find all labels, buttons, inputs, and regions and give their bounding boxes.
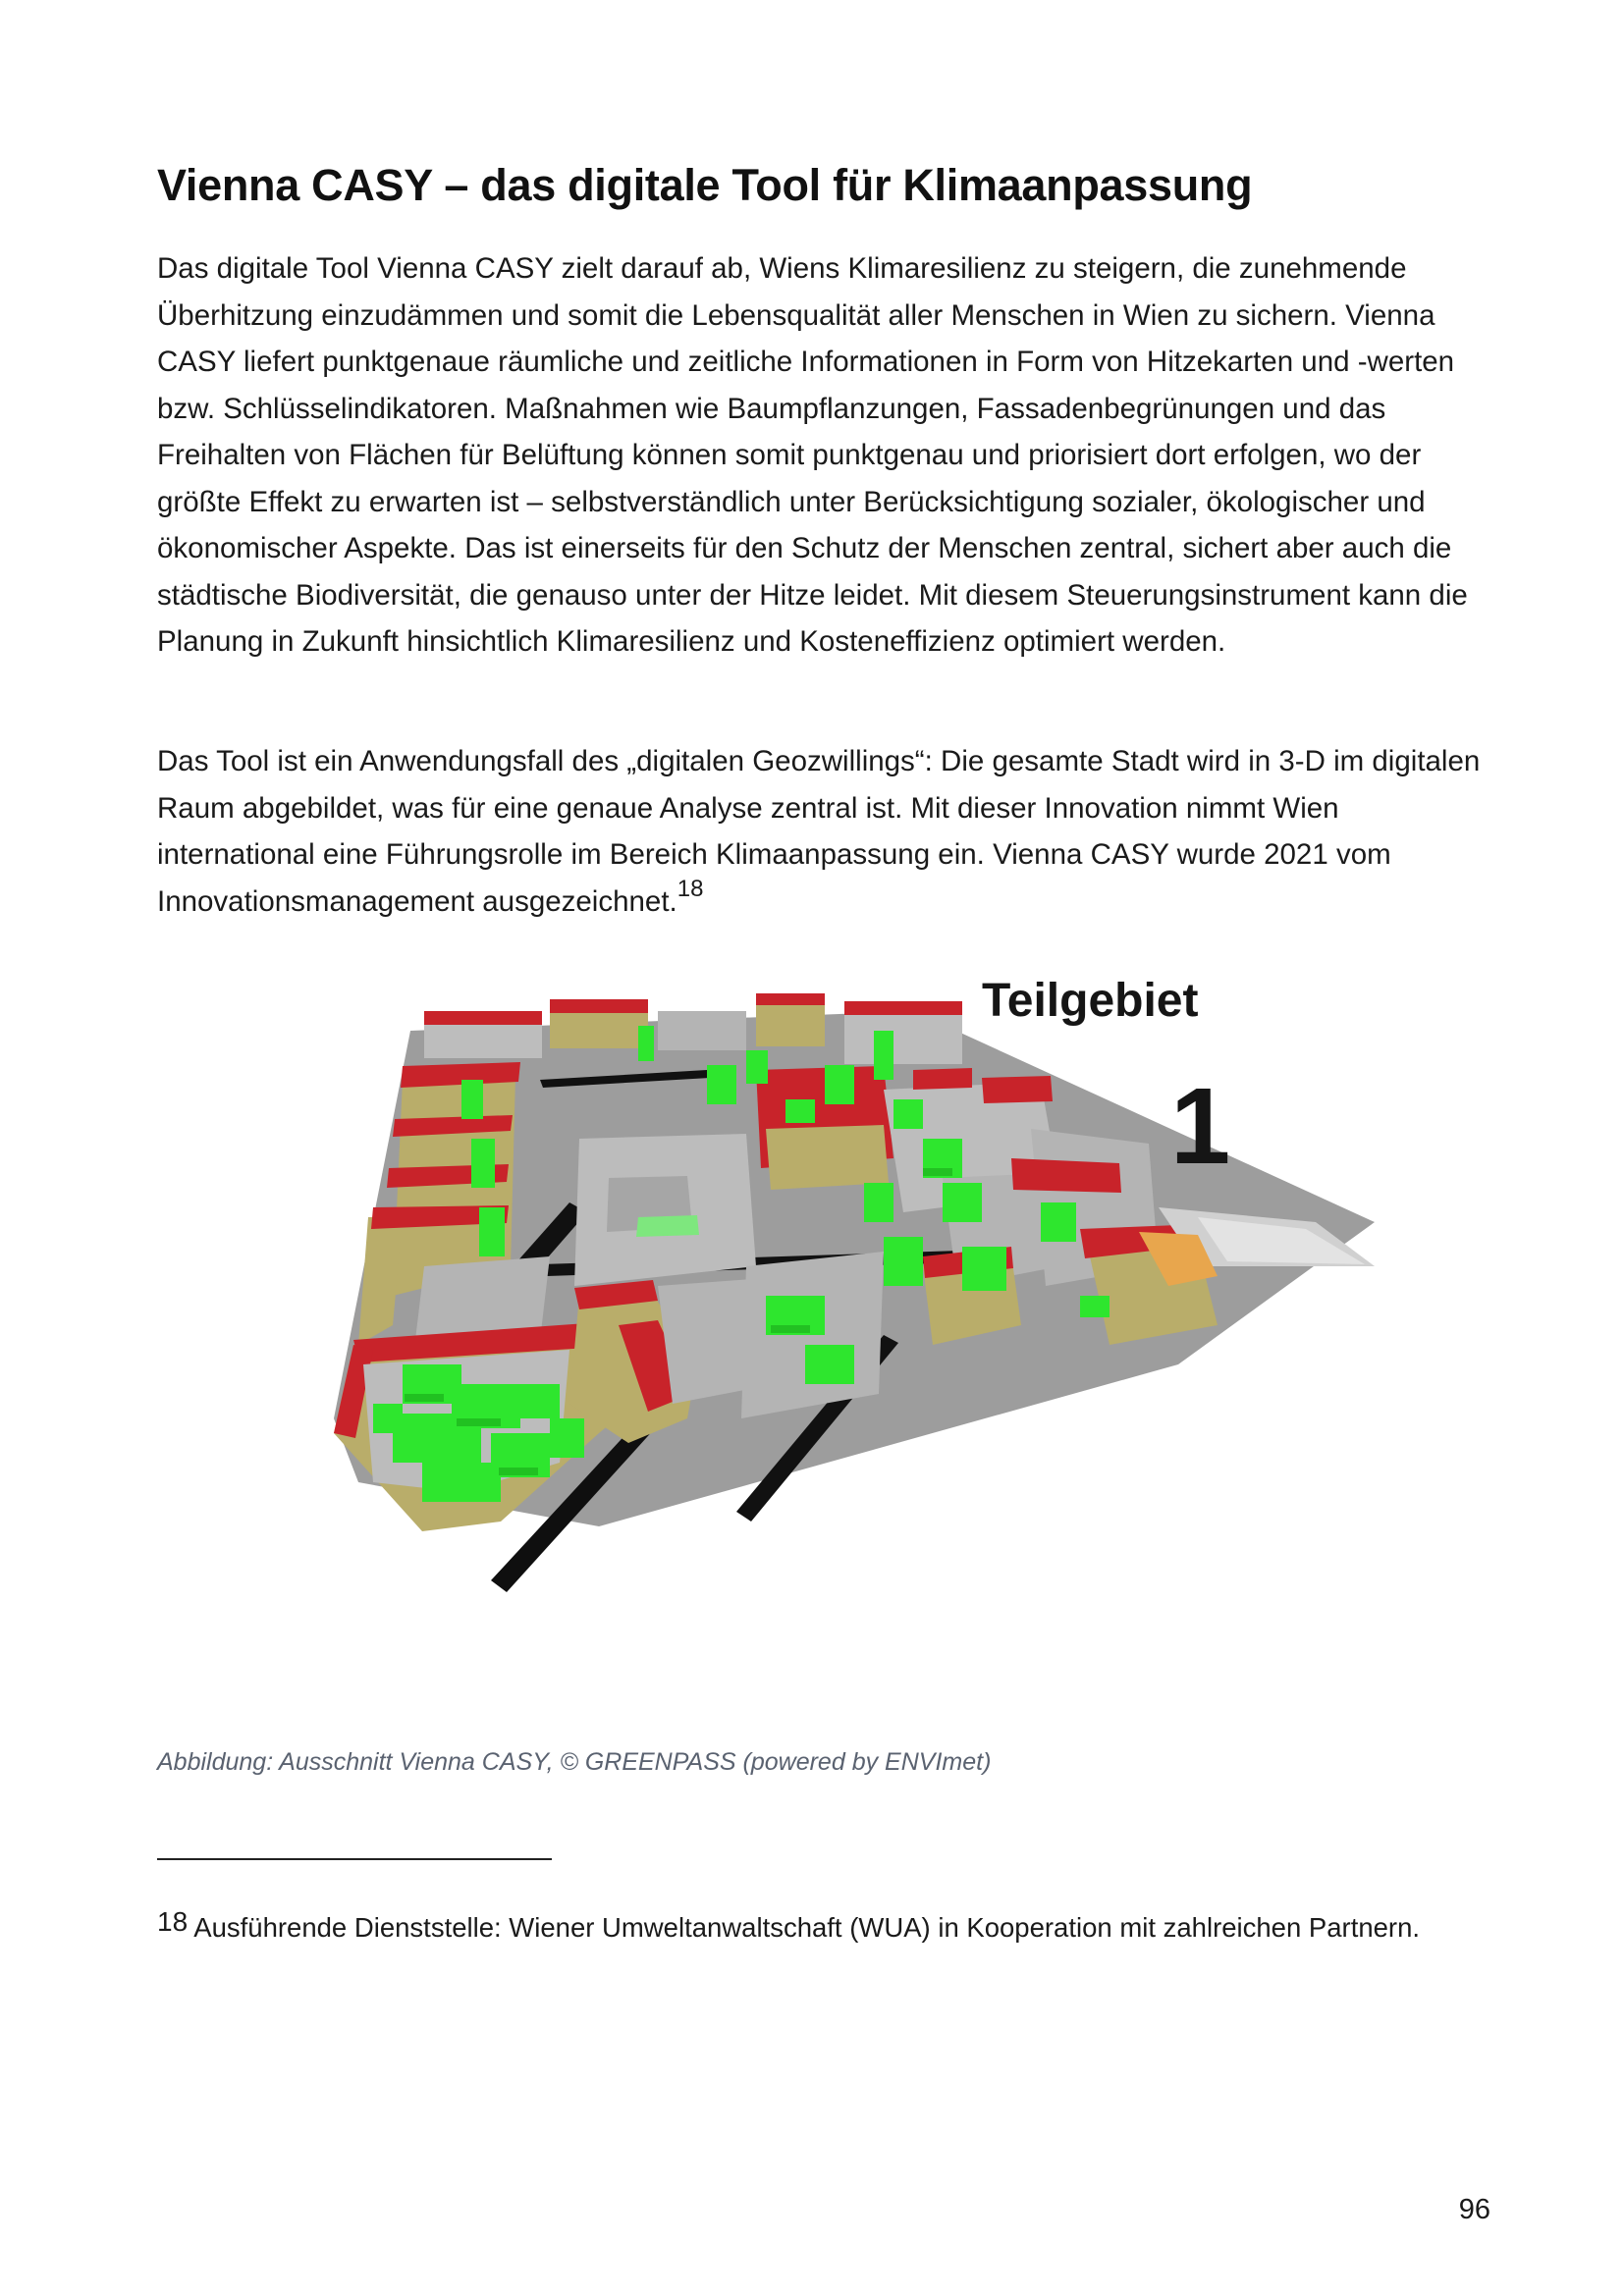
page-number: 96 (1458, 2194, 1490, 2225)
paragraph-geotwin-text: Das Tool ist ein Anwendungsfall des „digitalen Geozwillings“: Die gesamte Stadt wird in 3-D im digitalen Raum abgebildet, was für eine genaue Analyse zentral ist. Mit dieser Innovation nimmt Wien international eine Führungsrolle im Bereich Klimaanpassung ein. Vienna CASY wurde 2021 vom Innovationsmanagement ausgezeichnet. (157, 745, 1481, 918)
figure-area-label: Teilgebiet (982, 975, 1199, 1027)
figure-caption: Abbildung: Ausschnitt Vienna CASY, © GREENPASS (powered by ENVImet) (157, 1748, 992, 1776)
page-title: Vienna CASY – das digitale Tool für Klimaanpassung (157, 160, 1253, 210)
figure-area-number: 1 (1170, 1066, 1231, 1187)
paragraph-intro: Das digitale Tool Vienna CASY zielt darauf ab, Wiens Klimaresilienz zu steigern, die zunehmende Überhitzung einzudämmen und somit die Lebensqualität aller Menschen in Wien zu sichern. Vienna CASY liefert punktgenaue räumliche und zeitliche Informationen in Form von Hitzekarten und -werten bzw. Schlüsselindikatoren. Maßnahmen wie Baumpflanzungen, Fassadenbegrünungen und das Freihalten von Flächen für Belüftung können somit punktgenau und priorisiert dort erfolgen, wo der größte Effekt zu erwarten ist – selbstverständlich unter Berücksichtigung sozialer, ökologischer und ökonomischer Aspekte. Das ist einerseits für den Schutz der Menschen zentral, sichert aber auch die städtische Biodiversität, die genauso unter der Hitze leidet. Mit diesem Steuerungsinstrument kann die Planung in Zukunft hinsichtlich Klimaresilienz und Kosteneffizienz optimiert werden. (157, 252, 1468, 658)
footnote-text: Ausführende Dienststelle: Wiener Umweltanwaltschaft (WUA) in Kooperation mit zahlreichen Partnern. (193, 1912, 1421, 1943)
footnote-divider (157, 1858, 552, 1860)
casy-3d-city-model-figure (334, 972, 1394, 1718)
footnote-reference[interactable]: 18 (677, 875, 704, 902)
paragraph-geotwin (157, 738, 1502, 925)
footnote-number: 18 (157, 1906, 189, 1937)
footnote (157, 1908, 1438, 1948)
